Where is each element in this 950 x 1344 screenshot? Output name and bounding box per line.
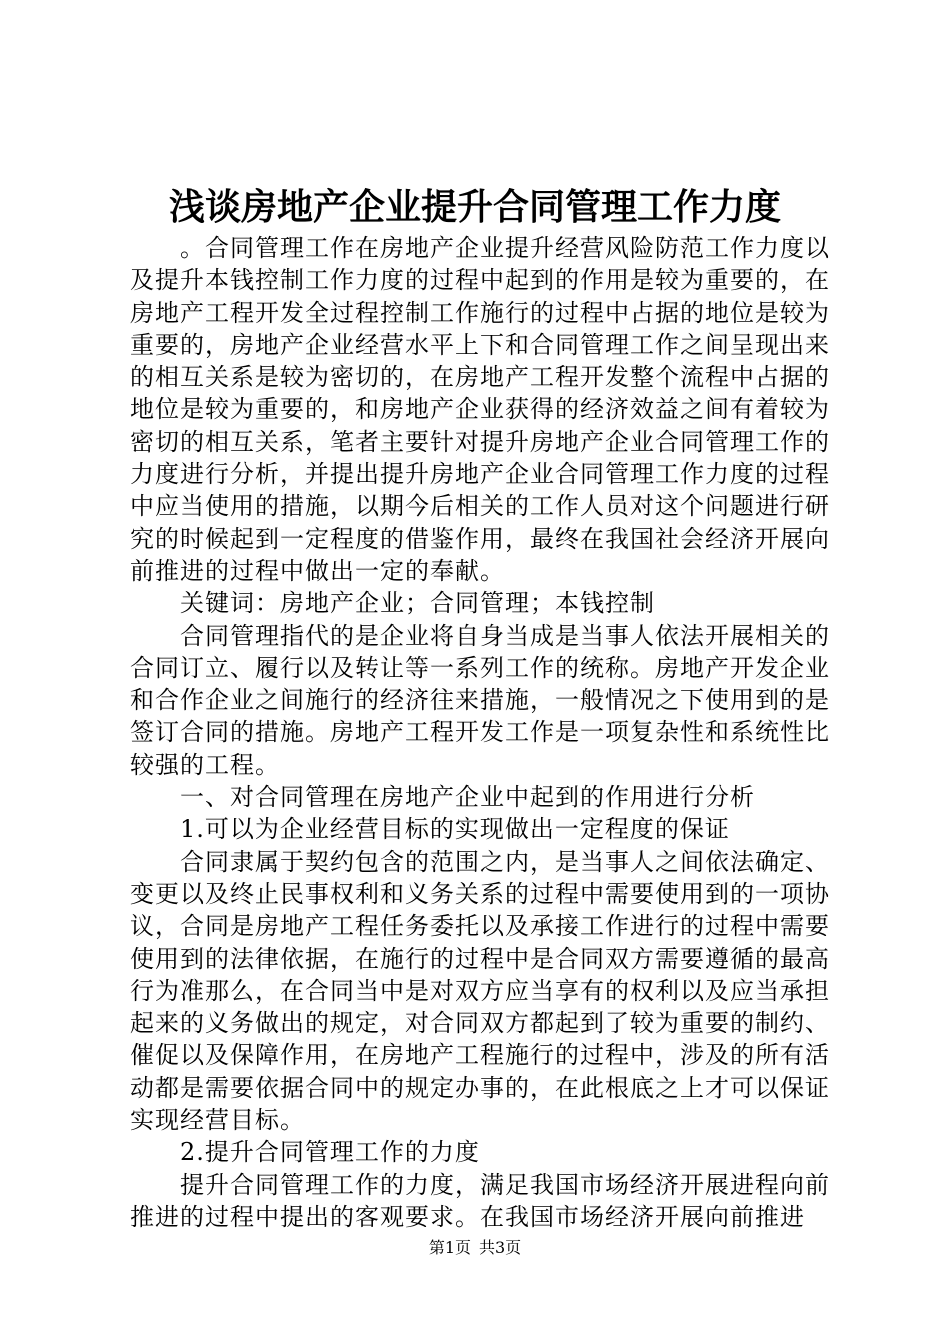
- keywords-paragraph: 关键词：房地产企业；合同管理；本钱控制: [180, 589, 655, 618]
- abstract-paragraph: 。合同管理工作在房地产企业提升经营风险防范工作力度以及提升本钱控制工作力度的过程中起到的作用是较为重要的，在房地产工程开发全过程控制工作施行的过程中占据的地位是较为重要的，房地产企业经营水平上下和合同管理工作之间呈现出来的相互关系是较为密切的，在房地产工程开发整个流程中占据的地位是较为重要的，和房地产企业获得的经济效益之间有着较为密切的相互关系，笔者主要针对提升房地产企业合同管理工作的力度进行分析，并提出提升房地产企业合同管理工作力度的过程中应当使用的措施，以期今后相关的工作人员对这个问题进行研究的时候起到一定程度的借鉴作用，最终在我国社会经济开展向前推进的过程中做出一定的奉献。: [130, 234, 830, 585]
- page-number: 第1页: [428, 1238, 471, 1257]
- subsection-heading-2: 2.提升合同管理工作的力度: [180, 1138, 480, 1167]
- body-paragraph: 合同隶属于契约包含的范围之内，是当事人之间依法确定、变更以及终止民事权利和义务关系的过程中需要使用到的一项协议，合同是房地产工程任务委托以及承接工作进行的过程中需要使用到的法律依据，在施行的过程中是合同双方需要遵循的最高行为准那么，在合同当中是对双方应当享有的权利以及应当承担起来的义务做出的规定，对合同双方都起到了较为重要的制约、催促以及保障作用，在房地产工程施行的过程中，涉及的所有活动都是需要依据合同中的规定办事的，在此根底之上才可以保证实现经营目标。: [130, 847, 830, 1135]
- page-footer: [0, 1237, 950, 1259]
- page-total: 共3页: [479, 1238, 522, 1257]
- document-body: [130, 232, 830, 1233]
- body-paragraph: 提升合同管理工作的力度，满足我国市场经济开展进程向前推进的过程中提出的客观要求。在我国市场经济开展向前推进: [130, 1170, 830, 1231]
- subsection-heading-1: 1.可以为企业经营目标的实现做出一定程度的保证: [180, 815, 730, 844]
- section-heading-1: 一、对合同管理在房地产企业中起到的作用进行分析: [180, 783, 755, 812]
- intro-paragraph: 合同管理指代的是企业将自身当成是当事人依法开展相关的合同订立、履行以及转让等一系列工作的统称。房地产开发企业和合作企业之间施行的经济往来措施，一般情况之下使用到的是签订合同的措施。房地产工程开发工作是一项复杂性和系统性比较强的工程。: [130, 621, 830, 779]
- document-title: 浅谈房地产企业提升合同管理工作力度: [168, 187, 781, 228]
